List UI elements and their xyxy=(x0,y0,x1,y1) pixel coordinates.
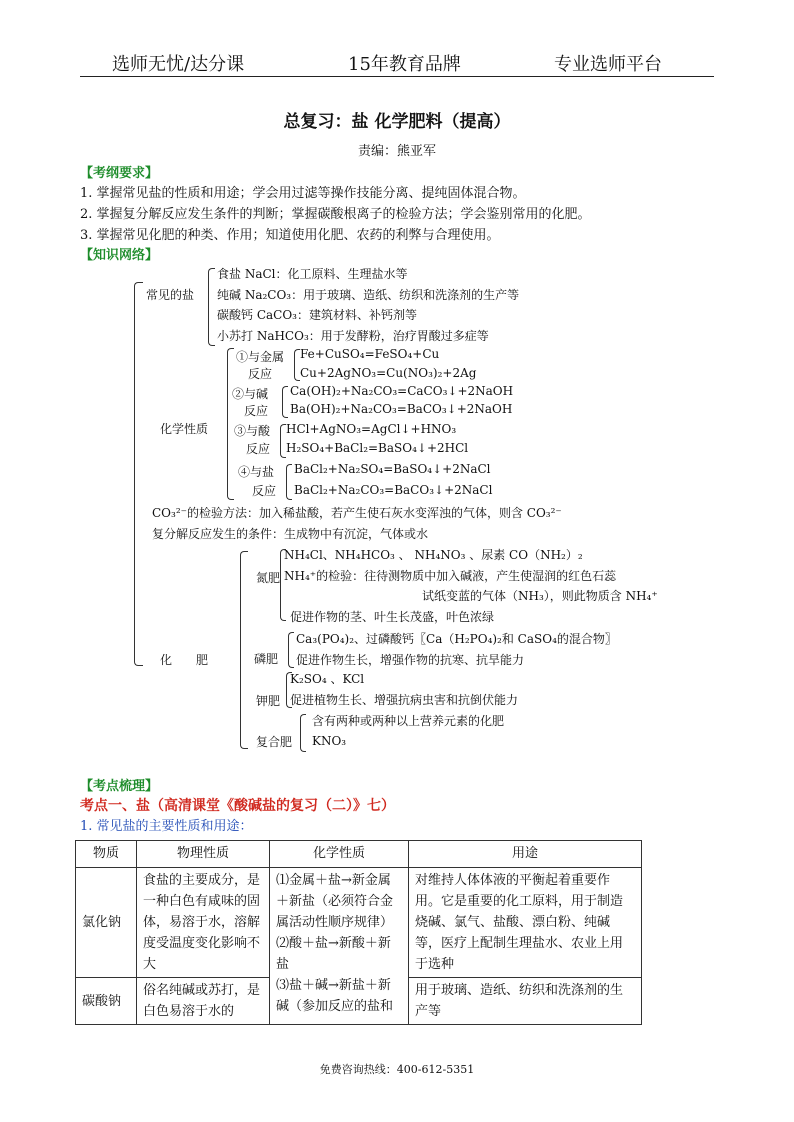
page-title: 总复习：盐 化学肥料（提高） xyxy=(283,112,511,132)
compound-item: 含有两种或两种以上营养元素的化肥 xyxy=(312,714,505,728)
phosphorus-brace xyxy=(288,632,294,668)
carbonate-test: CO₃²⁻的检验方法：加入稀盐酸，若产生使石灰水变浑浊的气体，则含 CO₃²⁻ xyxy=(152,506,562,520)
section-points: 【考点梳理】 xyxy=(80,779,159,794)
requirement-2: 2. 掌握复分解反应发生条件的判断；掌握碳酸根离子的检验方法；学会鉴别常用的化肥。 xyxy=(80,207,591,222)
table-cell xyxy=(270,868,409,1025)
nitrogen-item: NH₄⁺的检验：往待测物质中加入碱液，产生使湿润的红色石蕊 xyxy=(284,569,617,583)
reaction-label: 反应 xyxy=(252,484,277,498)
reaction-label: ①与金属 xyxy=(236,350,285,364)
potassium-item: 促进植物生长、增强抗病虫害和抗倒伏能力 xyxy=(290,693,519,707)
potassium-item: K₂SO₄ 、KCl xyxy=(290,672,365,686)
equation: BaCl₂+Na₂SO₄=BaSO₄↓+2NaCl xyxy=(294,462,491,476)
fertilizer-brace xyxy=(240,551,248,749)
header-slogan: 15年教育品牌 xyxy=(348,54,461,75)
compound-brace xyxy=(300,714,306,752)
chem-props-label: 化学性质 xyxy=(160,422,209,436)
fertilizer-label: 化 肥 xyxy=(160,653,209,667)
chem-text: ⑴金属＋盐→新金属＋新盐（必须符合金属活动性顺序规律）⑵酸＋盐→新酸＋新盐 xyxy=(276,873,394,972)
nitrogen-item: NH₄Cl、NH₄HCO₃ 、 NH₄NO₃ 、尿素 CO（NH₂）₂ xyxy=(284,548,583,562)
phosphorus-item: Ca₃(PO₄)₂、过磷酸钙〖Ca（H₂PO₄)₂和 CaSO₄的混合物〗 xyxy=(296,632,617,646)
equation: BaCl₂+Na₂CO₃=BaCO₃↓+2NaCl xyxy=(294,483,493,497)
col-header: 物理性质 xyxy=(137,841,270,868)
reaction-label: 反应 xyxy=(248,367,273,381)
table-cell: 食盐的主要成分，是一种白色有咸味的固体，易溶于水，溶解度受温度变化影响不大 xyxy=(137,868,270,978)
salt-item: 纯碱 Na₂CO₃：用于玻璃、造纸、纺织和洗涤剂的生产等 xyxy=(217,288,520,302)
phosphorus-item: 促进作物生长，增强作物的抗寒、抗旱能力 xyxy=(296,653,525,667)
footer-hotline: 免费咨询热线：400-612-5351 xyxy=(319,1063,475,1076)
header-platform: 专业选师平台 xyxy=(554,54,662,75)
decomposition-condition: 复分解反应发生的条件：生成物中有沉淀，气体或水 xyxy=(152,527,429,541)
section-outline: 【考纲要求】 xyxy=(80,166,159,181)
point-1-title: 考点一、盐（高清课堂《酸碱盐的复习（二）》七） xyxy=(80,798,395,814)
reaction-label: 反应 xyxy=(246,442,271,456)
salt-item: 碳酸钙 CaCO₃：建筑材料、补钙剂等 xyxy=(217,308,417,322)
reaction-label: ②与碱 xyxy=(232,387,269,401)
potassium-label: 钾肥 xyxy=(256,694,281,708)
equation: Ca(OH)₂+Na₂CO₃=CaCO₃↓+2NaOH xyxy=(290,384,514,398)
compound-item: KNO₃ xyxy=(312,734,347,748)
col-header: 化学性质 xyxy=(270,841,409,868)
col-header: 物质 xyxy=(76,841,137,868)
chem-brace xyxy=(227,348,234,500)
nitrogen-label: 氮肥 xyxy=(256,571,281,585)
reaction-brace xyxy=(286,464,292,500)
section-network: 【知识网络】 xyxy=(80,248,159,263)
header-brand: 选师无忧/达分课 xyxy=(112,54,245,75)
equation: Fe+CuSO₄=FeSO₄+Cu xyxy=(300,347,440,361)
table-cell: 俗名纯碱或苏打，是白色易溶于水的 xyxy=(137,978,270,1025)
reaction-brace xyxy=(282,386,288,418)
equation: H₂SO₄+BaCl₂=BaSO₄↓+2HCl xyxy=(286,441,469,455)
nitrogen-item: 促进作物的茎、叶生长茂盛，叶色浓绿 xyxy=(290,610,495,624)
header-divider xyxy=(80,76,714,77)
salts-brace xyxy=(208,268,215,346)
compound-label: 复合肥 xyxy=(256,735,293,749)
equation: HCl+AgNO₃=AgCl↓+HNO₃ xyxy=(286,422,457,436)
main-brace xyxy=(134,282,143,666)
salt-properties-table xyxy=(75,840,642,1025)
table-cell: 碳酸钠 xyxy=(76,978,137,1025)
requirement-3: 3. 掌握常见化肥的种类、作用；知道使用化肥、农药的利弊与合理使用。 xyxy=(80,228,500,243)
reaction-label: 反应 xyxy=(244,404,269,418)
table-cell: 对维持人体体液的平衡起着重要作用。它是重要的化工原料，用于制造烧碱、氯气、盐酸、漂白粉、纯碱等，医疗上配制生理盐水、农业上用于选种 xyxy=(409,868,642,978)
table-cell: 用于玻璃、造纸、纺织和洗涤剂的生产等 xyxy=(409,978,642,1025)
reaction-label: ④与盐 xyxy=(238,465,275,479)
salts-label: 常见的盐 xyxy=(146,288,195,302)
nitrogen-item: 试纸变蓝的气体（NH₃），则此物质含 NH₄⁺ xyxy=(422,589,658,603)
equation: Cu+2AgNO₃=Cu(NO₃)₂+2Ag xyxy=(300,366,477,380)
editor-line: 责编：熊亚军 xyxy=(357,144,436,159)
subsection-1: 1. 常见盐的主要性质和用途： xyxy=(80,819,253,834)
equation: Ba(OH)₂+Na₂CO₃=BaCO₃↓+2NaOH xyxy=(290,402,513,416)
col-header: 用途 xyxy=(409,841,642,868)
chem-text: ⑶盐＋碱→新盐＋新碱（参加反应的盐和 xyxy=(276,978,394,1014)
table-cell: 氯化钠 xyxy=(76,868,137,978)
salt-item: 食盐 NaCl：化工原料、生理盐水等 xyxy=(217,267,408,281)
salt-item: 小苏打 NaHCO₃：用于发酵粉，治疗胃酸过多症等 xyxy=(217,329,489,343)
phosphorus-label: 磷肥 xyxy=(254,652,279,666)
requirement-1: 1. 掌握常见盐的性质和用途；学会用过滤等操作技能分离、提纯固体混合物。 xyxy=(80,186,526,201)
reaction-label: ③与酸 xyxy=(234,424,271,438)
